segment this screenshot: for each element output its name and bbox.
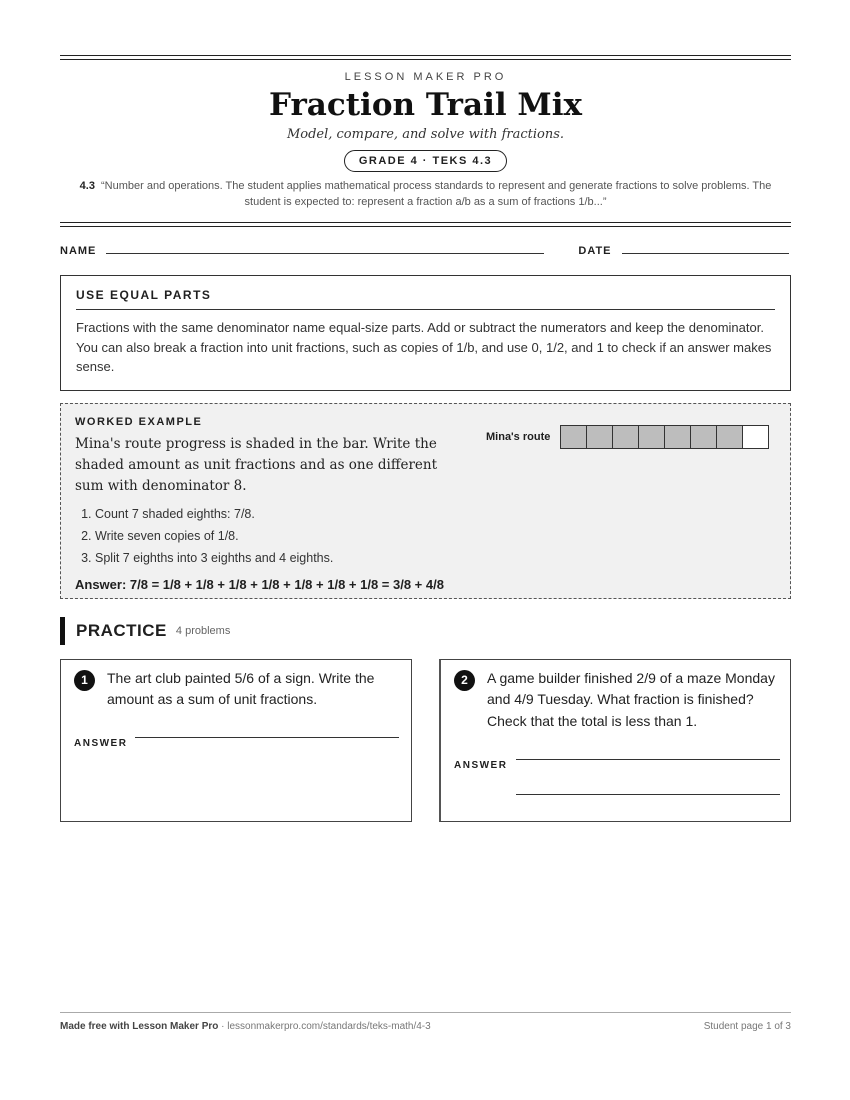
problem-text: The art club painted 5/6 of a sign. Write the amount as a sum of unit fractions.	[107, 669, 375, 707]
page-footer	[60, 1012, 791, 1032]
answer-line[interactable]	[516, 759, 780, 760]
brand-name: LESSON MAKER PRO	[344, 71, 507, 83]
step-item: 2. Write seven copies of 1/8.	[95, 525, 776, 547]
answer-line-2[interactable]	[516, 794, 780, 795]
name-field-line[interactable]	[106, 252, 544, 254]
answer-line[interactable]	[135, 737, 399, 738]
problem-card-1	[60, 659, 412, 822]
concept-body: Fractions with the same denominator name equal-size parts. Add or subtract the numerators and keep the denominator. You can also break a fraction into unit fractions, such as copies of 1/b, and use 0, 1/2, and 1 to check if an answer makes sense.	[76, 320, 772, 374]
bar-cell-unshaded	[742, 426, 768, 448]
footer-credit	[60, 1021, 431, 1032]
bar-cell-shaded	[690, 426, 716, 448]
practice-title: PRACTICE	[76, 620, 167, 640]
date-field-line[interactable]	[622, 252, 789, 254]
header-bottom-rule	[60, 222, 791, 227]
practice-header	[60, 617, 791, 645]
bar-cell-shaded	[638, 426, 664, 448]
answer-label: ANSWER	[454, 759, 508, 771]
problem-number: 2	[454, 670, 475, 691]
standard-code: 4.3	[79, 180, 95, 192]
bar-cell-shaded	[716, 426, 742, 448]
standard-statement	[68, 178, 783, 210]
standard-text: “Number and operations. The student applies mathematical process standards to represent and generate fractions to solve problems. The student is expected to: represent a fraction a/b as a sum of fractions 1/b...”	[101, 180, 772, 208]
footer-url[interactable]: · lessonmakerpro.com/standards/teks-math/4-3	[218, 1021, 431, 1032]
bar-cell-shaded	[586, 426, 612, 448]
step-item: 3. Split 7 eighths into 3 eighths and 4 eighths.	[95, 547, 776, 569]
footer-page-number: Student page 1 of 3	[703, 1021, 791, 1032]
worksheet-subtitle: Model, compare, and solve with fractions.	[286, 127, 565, 142]
worked-example-heading: WORKED EXAMPLE	[75, 415, 203, 428]
top-rule	[60, 55, 791, 60]
practice-accent-bar	[60, 617, 65, 645]
route-model-label: Mina's route	[486, 430, 551, 443]
problem-text: A game builder finished 2/9 of a maze Monday and 4/9 Tuesday. What fraction is finished? Check that the total is less than 1.	[487, 669, 775, 729]
route-model	[486, 425, 769, 449]
worksheet-title: Fraction Trail Mix	[268, 87, 582, 123]
bar-cell-shaded	[612, 426, 638, 448]
concept-box	[60, 275, 791, 391]
worksheet-page	[60, 55, 791, 822]
problem-card-2	[439, 659, 791, 822]
concept-heading: USE EQUAL PARTS	[76, 288, 775, 310]
worked-example-steps	[75, 503, 776, 569]
footer-made-with: Made free with Lesson Maker Pro	[60, 1021, 219, 1032]
practice-count: 4 problems	[175, 624, 231, 637]
worked-example-prompt: Mina's route progress is shaded in the bar. Write the shaded amount as unit fractions and as one different sum with denominator 8.	[75, 435, 438, 494]
bar-cell-shaded	[561, 426, 586, 448]
worked-example-box	[60, 403, 791, 599]
grade-badge: GRADE 4 · TEKS 4.3	[344, 150, 507, 172]
worked-example-answer: Answer: 7/8 = 1/8 + 1/8 + 1/8 + 1/8 + 1/8 + 1/8 + 1/8 = 3/8 + 4/8	[75, 576, 444, 592]
step-item: 1. Count 7 shaded eighths: 7/8.	[95, 503, 776, 525]
bar-cell-shaded	[664, 426, 690, 448]
fraction-bar	[560, 425, 769, 449]
student-info-row	[60, 245, 791, 257]
problem-grid	[60, 659, 791, 822]
date-label: DATE	[578, 245, 612, 257]
problem-number: 1	[74, 670, 95, 691]
answer-label: ANSWER	[74, 737, 128, 749]
name-label: NAME	[60, 245, 97, 257]
